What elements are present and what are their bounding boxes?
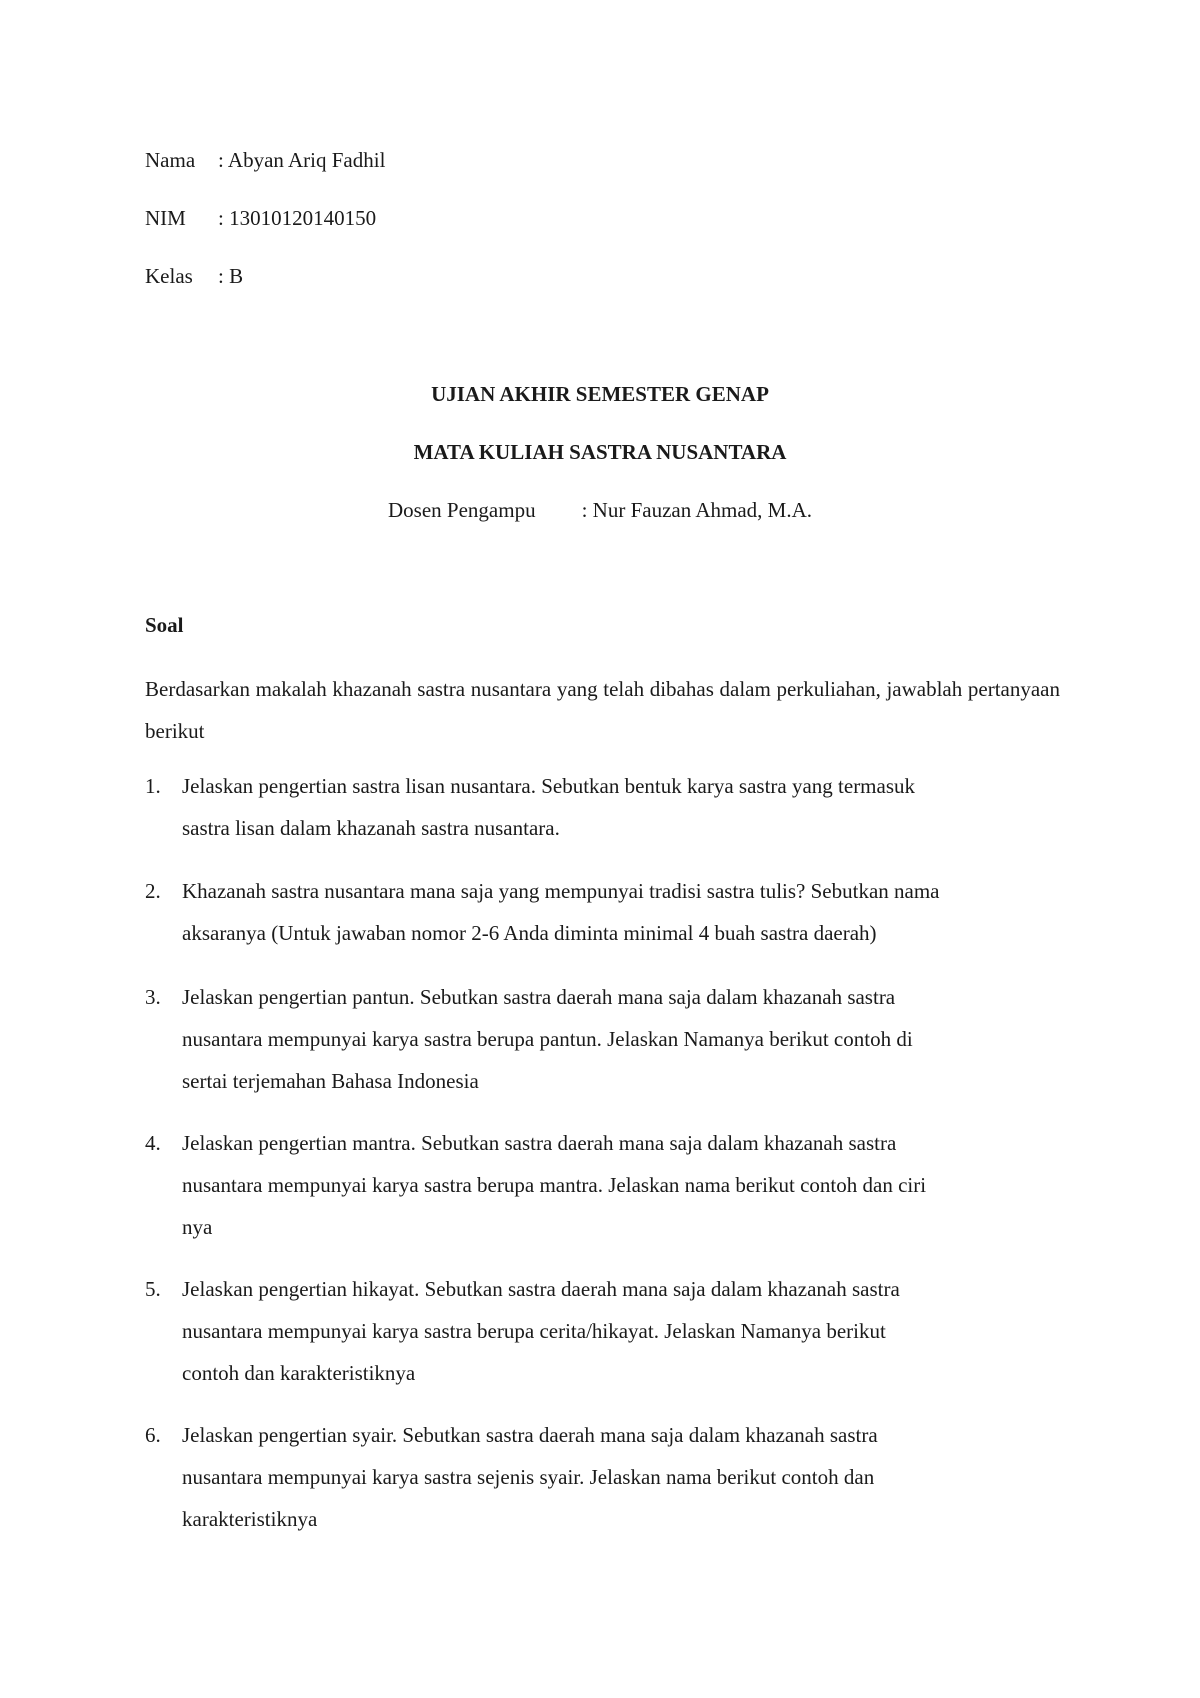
question-item (145, 1268, 1060, 1394)
question-number: 5. (145, 1277, 161, 1301)
question-item (145, 976, 1060, 1102)
question-item (145, 765, 1060, 849)
lecturer-value: : Nur Fauzan Ahmad, M.A. (581, 498, 812, 522)
question-line: nusantara mempunyai karya sastra berupa cerita/hikayat. Jelaskan Namanya berikut (182, 1319, 886, 1343)
intro-paragraph: Berdasarkan makalah khazanah sastra nusantara yang telah dibahas dalam perkuliahan, jawablah pertanyaan berikut (145, 677, 1060, 743)
question-item (145, 870, 1060, 954)
question-line: Jelaskan pengertian syair. Sebutkan sastra daerah mana saja dalam khazanah sastra (182, 1423, 878, 1447)
nim-value: : 13010120140150 (218, 206, 377, 230)
lecturer-label: Dosen Pengampu (388, 498, 536, 522)
question-line: nusantara mempunyai karya sastra berupa pantun. Jelaskan Namanya berikut contoh di (182, 1027, 913, 1051)
question-line: nya (182, 1215, 213, 1239)
nim-label: NIM (145, 206, 186, 230)
question-line: Jelaskan pengertian pantun. Sebutkan sastra daerah mana saja dalam khazanah sastra (182, 985, 896, 1009)
name-row (145, 146, 385, 204)
question-line: aksaranya (Untuk jawaban nomor 2-6 Anda diminta minimal 4 buah sastra daerah) (182, 921, 877, 945)
question-number: 4. (145, 1131, 161, 1155)
nim-row (145, 204, 385, 262)
question-line: nusantara mempunyai karya sastra berupa mantra. Jelaskan nama berikut contoh dan ciri (182, 1173, 927, 1197)
question-line: Jelaskan pengertian hikayat. Sebutkan sastra daerah mana saja dalam khazanah sastra (182, 1277, 900, 1301)
question-line: Jelaskan pengertian mantra. Sebutkan sastra daerah mana saja dalam khazanah sastra (182, 1131, 897, 1155)
class-value: : B (218, 264, 244, 288)
question-line: nusantara mempunyai karya sastra sejenis syair. Jelaskan nama berikut contoh dan (182, 1465, 875, 1489)
class-label: Kelas (145, 264, 193, 288)
student-identity (145, 146, 385, 320)
question-item (145, 1414, 1060, 1540)
question-number: 1. (145, 774, 161, 798)
question-number: 6. (145, 1423, 161, 1447)
name-label: Nama (145, 148, 196, 172)
question-line: contoh dan karakteristiknya (182, 1361, 416, 1385)
lecturer-line (0, 496, 1200, 524)
question-line: Jelaskan pengertian sastra lisan nusantara. Sebutkan bentuk karya sastra yang termasuk (182, 774, 916, 798)
question-number: 3. (145, 985, 161, 1009)
exam-title: UJIAN AKHIR SEMESTER GENAP (431, 382, 769, 406)
section-title: Soal (145, 613, 184, 637)
course-title: MATA KULIAH SASTRA NUSANTARA (413, 440, 787, 464)
class-row (145, 262, 385, 320)
question-item (145, 1122, 1060, 1248)
question-line: Khazanah sastra nusantara mana saja yang mempunyai tradisi sastra tulis? Sebutkan nama (182, 879, 940, 903)
question-number: 2. (145, 879, 161, 903)
question-line: sertai terjemahan Bahasa Indonesia (182, 1069, 479, 1093)
question-line: sastra lisan dalam khazanah sastra nusantara. (182, 816, 560, 840)
name-value: : Abyan Ariq Fadhil (218, 148, 386, 172)
question-line: karakteristiknya (182, 1507, 318, 1531)
